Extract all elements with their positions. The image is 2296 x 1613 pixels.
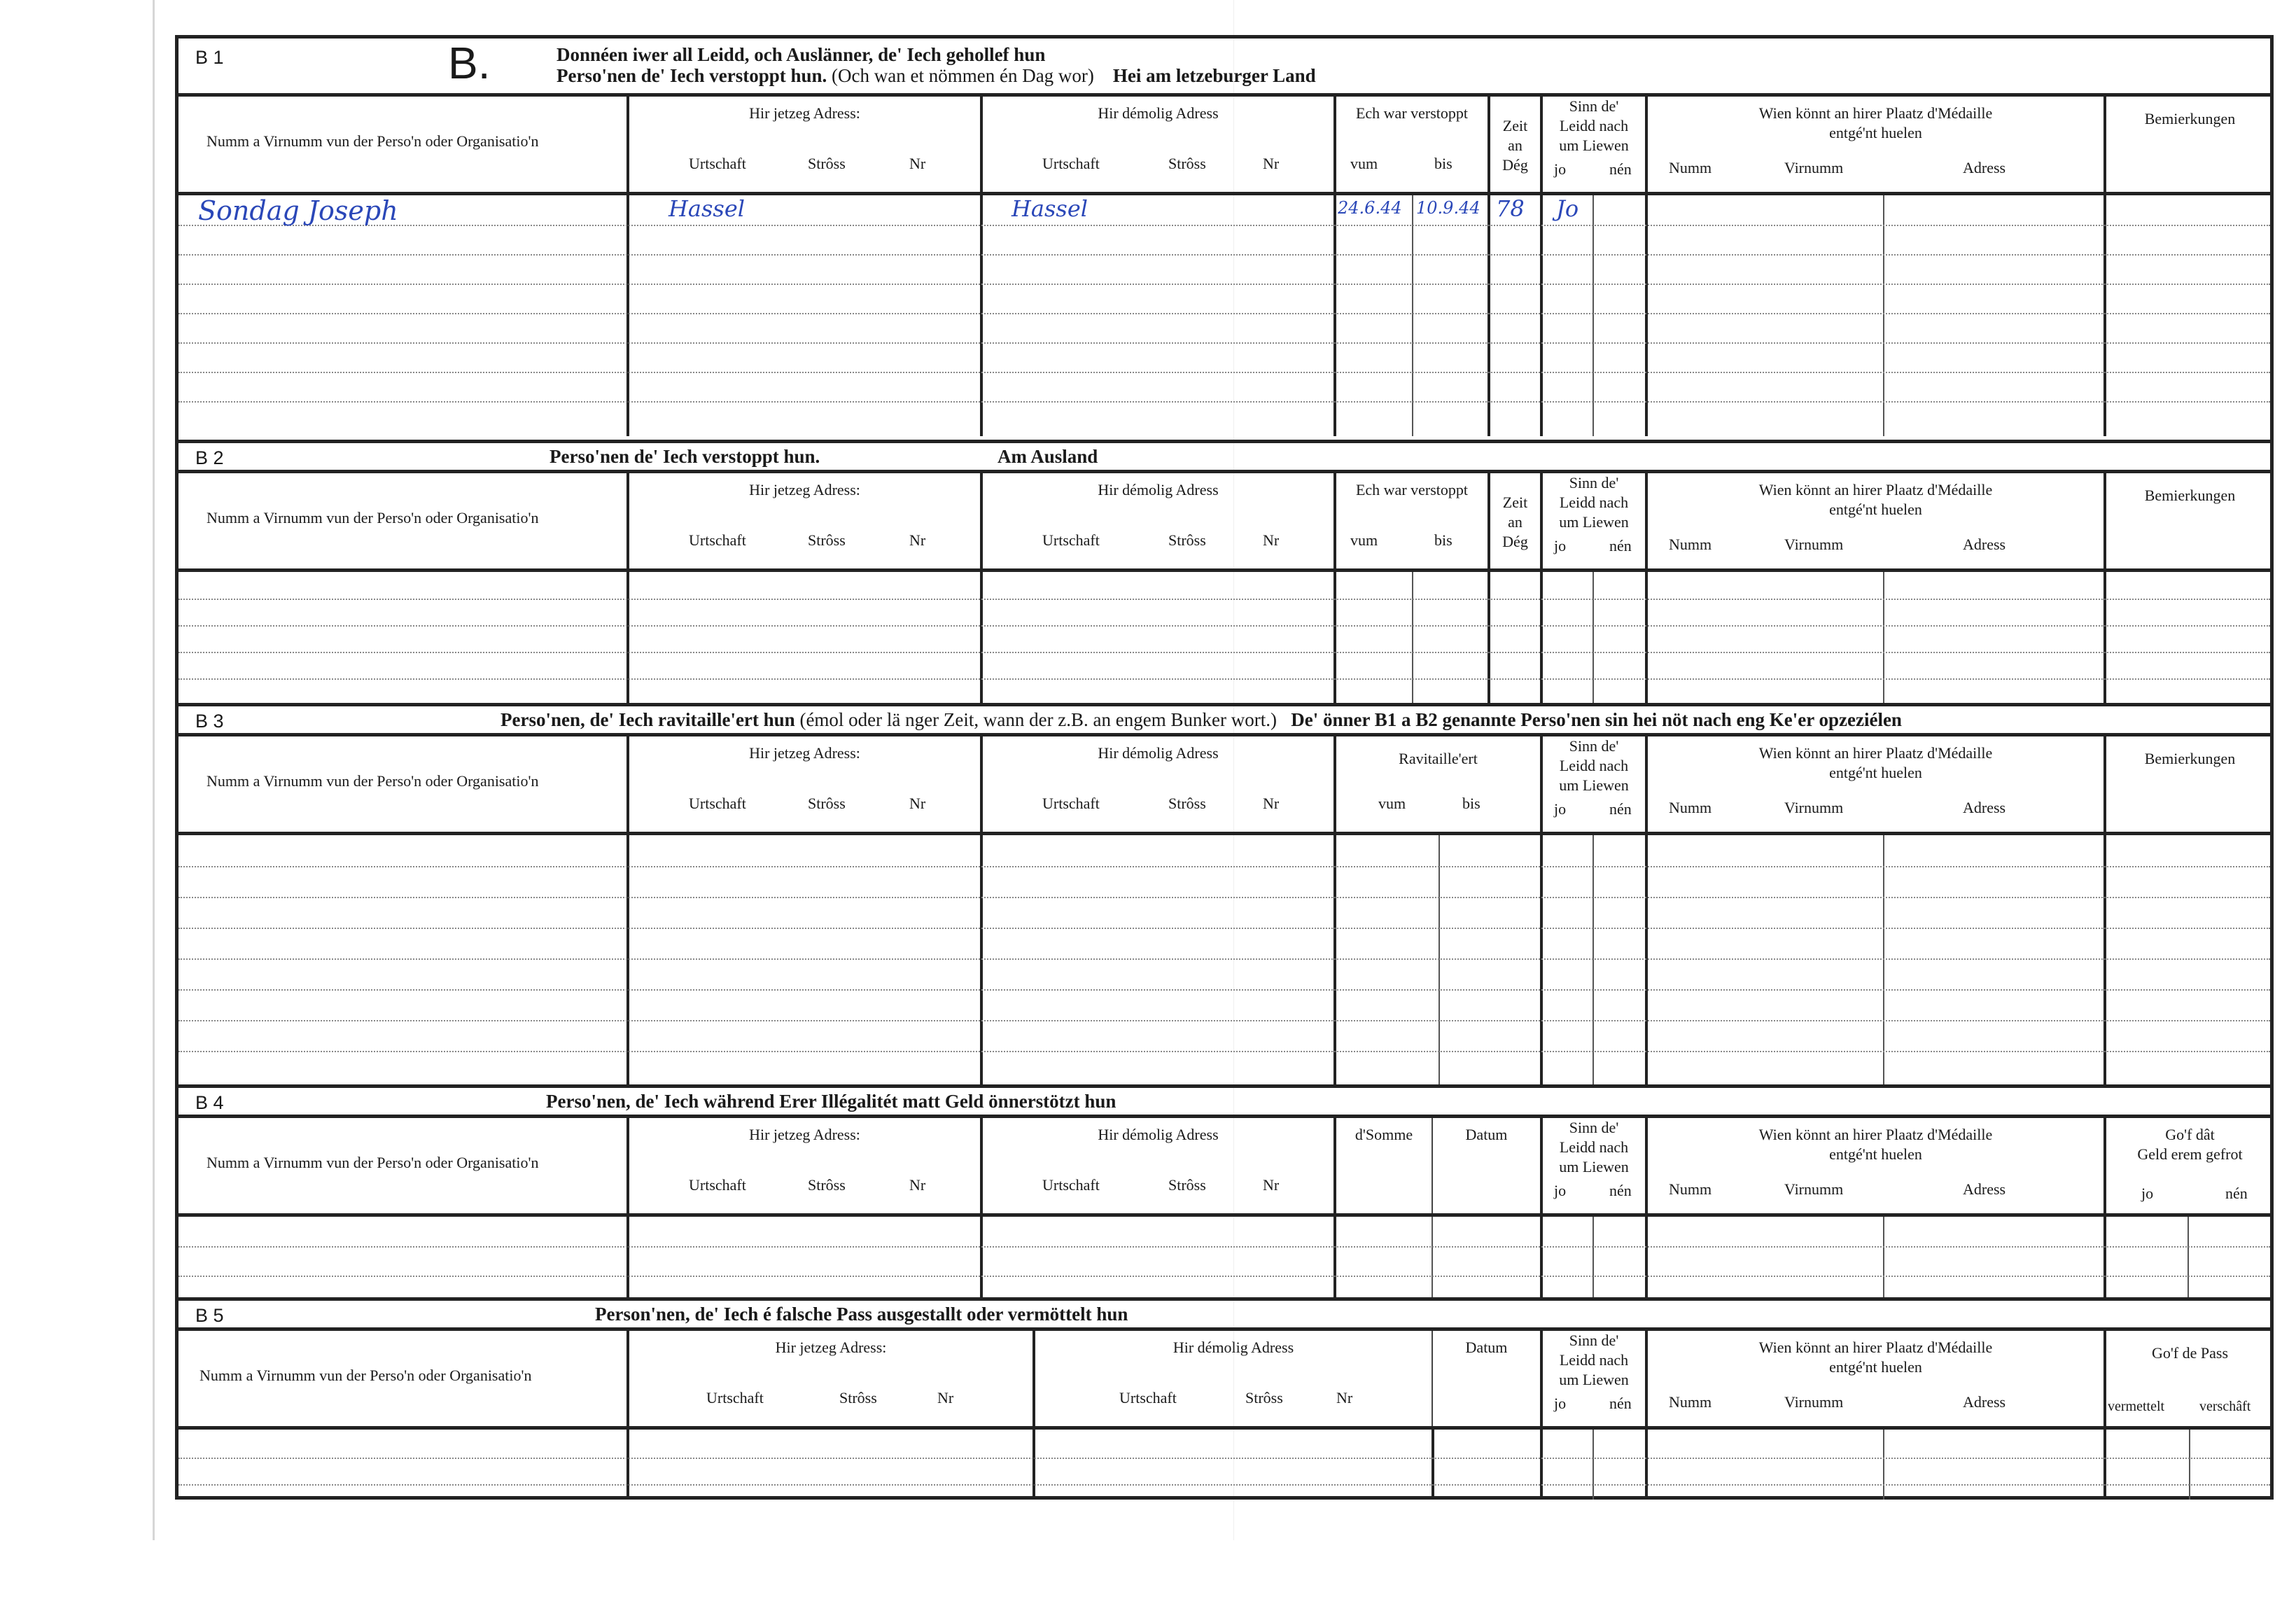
header-row (178, 470, 2270, 572)
money-header-2: Geld erem gefrot (2137, 1145, 2243, 1163)
current-address-header: Hir jetzeg Adress: (749, 104, 860, 122)
entry-former-town: Hassel (1011, 195, 1088, 222)
entry-days: 78 (1496, 195, 1525, 222)
alive-header-2: Leidd nach (1559, 757, 1629, 774)
yes-header: jo (1554, 1182, 1567, 1199)
current-address-col (626, 97, 980, 192)
supplied-col (1334, 736, 1540, 832)
time-col (1488, 473, 1540, 568)
medal-col (1645, 1118, 2104, 1213)
header-row (178, 1327, 2270, 1430)
sum-header: d'Somme (1354, 1126, 1413, 1143)
time-header-3: Dég (1502, 156, 1528, 174)
hidden-col (1334, 97, 1488, 192)
street-header: Strôss (808, 1176, 846, 1194)
no-header: nén (1609, 1395, 1632, 1412)
date-header: Datum (1465, 1126, 1508, 1143)
entry-to: 10.9.44 (1416, 198, 1480, 218)
section-title-place: Hei am letzeburger Land (1112, 65, 1316, 86)
yes-header: jo (1554, 1395, 1567, 1412)
entry-current-town: Hassel (668, 195, 745, 222)
remarks-header: Bemierkungen (2144, 487, 2236, 504)
street-header: Strôss (808, 155, 846, 172)
no-header: nén (1609, 800, 1632, 818)
current-address-header: Hir jetzeg Adress: (749, 744, 860, 762)
entry-from: 24.6.44 (1338, 198, 1402, 218)
medal-col (1645, 97, 2104, 192)
remarks-col (2104, 736, 2274, 832)
section-id: B 1 (195, 47, 224, 68)
section-title-note: (Och wan et nömmen én Dag wor) (832, 65, 1094, 86)
medal-col (1645, 473, 2104, 568)
medal-name-header: Numm (1669, 1180, 1712, 1198)
no-header: nén (1609, 1182, 1632, 1199)
time-col (1488, 97, 1540, 192)
medal-header-1: Wien könnt an hirer Plaatz d'Médaille (1758, 481, 1993, 498)
medal-header-2: entgé'nt huelen (1829, 1145, 1922, 1163)
medal-header-1: Wien könnt an hirer Plaatz d'Médaille (1758, 1126, 1993, 1143)
town-header: Urtschaft (1119, 1389, 1177, 1406)
former-address-col (980, 736, 1334, 832)
section-id: B 2 (195, 447, 224, 468)
former-address-col (1032, 1331, 1432, 1426)
header-row (178, 93, 2270, 195)
town-header: Urtschaft (689, 795, 746, 812)
town-header: Urtschaft (706, 1389, 764, 1406)
section-b5 (178, 1297, 2270, 1500)
alive-header-2: Leidd nach (1559, 117, 1629, 134)
section-title-main: Perso'nen de' Iech verstoppt hun. (556, 65, 827, 86)
time-header-3: Dég (1502, 533, 1528, 550)
street-header: Strôss (1245, 1389, 1283, 1406)
section-letter: B. (448, 38, 491, 88)
current-address-col (626, 1331, 1032, 1426)
time-header-2: an (1508, 513, 1522, 531)
section-title-line1: Donnéen iwer all Leidd, och Auslänner, de' Iech gehollef hun (556, 44, 1046, 65)
street-header: Strôss (1168, 531, 1206, 549)
alive-header-1: Sinn de' (1569, 1119, 1619, 1136)
form-sheet (175, 35, 2274, 1500)
town-header: Urtschaft (689, 1176, 746, 1194)
alive-col (1540, 97, 1645, 192)
to-header: bis (1462, 795, 1480, 812)
no-header: nén (2225, 1185, 2248, 1202)
date-header: Datum (1465, 1339, 1508, 1356)
hidden-header: Ech war verstoppt (1355, 104, 1469, 122)
col-name-header: Numm a Virnumm vun der Perso'n oder Organisatio'n (206, 1154, 539, 1171)
alive-header-1: Sinn de' (1569, 97, 1619, 115)
section-id: B 5 (195, 1305, 224, 1326)
former-address-header: Hir démolig Adress (1098, 744, 1219, 762)
nr-header: Nr (909, 795, 926, 812)
header-row (178, 733, 2270, 835)
former-address-header: Hir démolig Adress (1172, 1339, 1294, 1356)
hidden-header: Ech war verstoppt (1355, 481, 1469, 498)
nr-header: Nr (909, 1176, 926, 1194)
current-address-header: Hir jetzeg Adress: (749, 1126, 860, 1143)
section-b4 (178, 1084, 2270, 1297)
section-title (500, 709, 1902, 730)
no-header: nén (1609, 160, 1632, 178)
former-address-header: Hir démolig Adress (1098, 104, 1219, 122)
nr-header: Nr (909, 155, 926, 172)
medal-name-header: Numm (1669, 536, 1712, 553)
town-header: Urtschaft (1042, 1176, 1100, 1194)
pass-col (2104, 1331, 2274, 1426)
section-b2 (178, 440, 2270, 703)
medal-col (1645, 1331, 2104, 1426)
medal-header-1: Wien könnt an hirer Plaatz d'Médaille (1758, 744, 1993, 762)
alive-col (1540, 1331, 1645, 1426)
medal-name-header: Numm (1669, 1393, 1712, 1411)
alive-col (1540, 473, 1645, 568)
medal-address-header: Adress (1963, 799, 2006, 816)
medal-firstname-header: Virnumm (1784, 1393, 1844, 1411)
nr-header: Nr (1263, 155, 1280, 172)
no-header: nén (1609, 537, 1632, 554)
date-col (1432, 1331, 1540, 1426)
section-title-main: Perso'nen, de' Iech ravitaille'ert hun (500, 709, 795, 730)
former-address-col (980, 473, 1334, 568)
former-address-col (980, 97, 1334, 192)
medal-firstname-header: Virnumm (1784, 536, 1844, 553)
entry-area[interactable] (178, 835, 2270, 1084)
yes-header: jo (1554, 537, 1567, 554)
entry-alive: Jo (1556, 195, 1579, 222)
former-address-col (980, 1118, 1334, 1213)
yes-header: jo (1554, 160, 1567, 178)
entry-area[interactable] (178, 1430, 2270, 1500)
town-header: Urtschaft (689, 531, 746, 549)
section-id: B 3 (195, 711, 224, 732)
alive-header-3: um Liewen (1559, 1158, 1629, 1175)
town-header: Urtschaft (1042, 531, 1100, 549)
alive-header-1: Sinn de' (1569, 737, 1619, 755)
medal-address-header: Adress (1963, 536, 2006, 553)
medal-firstname-header: Virnumm (1784, 1180, 1844, 1198)
supplied-header: Ravitaille'ert (1399, 750, 1478, 767)
alive-header-3: um Liewen (1559, 137, 1629, 154)
alive-header-3: um Liewen (1559, 1371, 1629, 1388)
remarks-header: Bemierkungen (2144, 750, 2236, 767)
header-row (178, 1115, 2270, 1217)
nr-header: Nr (937, 1389, 954, 1406)
nr-header: Nr (1263, 1176, 1280, 1194)
section-title-note: (émol oder lä nger Zeit, wann der z.B. an engem Bunker wort.) (799, 709, 1277, 730)
section-title-place: Am Ausland (997, 446, 1098, 467)
nr-header: Nr (909, 531, 926, 549)
current-address-col (626, 736, 980, 832)
time-header: Zeit (1502, 117, 1528, 134)
street-header: Strôss (839, 1389, 877, 1406)
street-header: Strôss (808, 531, 846, 549)
section-b3 (178, 703, 2270, 1084)
section-title: Perso'nen de' Iech verstoppt hun. (550, 446, 820, 467)
medal-firstname-header: Virnumm (1784, 159, 1844, 176)
alive-header-2: Leidd nach (1559, 1138, 1629, 1156)
remarks-header: Bemierkungen (2144, 110, 2236, 127)
medal-header-2: entgé'nt huelen (1829, 764, 1922, 781)
entry-name: Sondag Joseph (198, 195, 398, 226)
medal-address-header: Adress (1963, 1180, 2006, 1198)
nr-header: Nr (1336, 1389, 1353, 1406)
money-header-1: Go'f dât (2165, 1126, 2215, 1143)
alive-col (1540, 1118, 1645, 1213)
sheet-edge (153, 0, 155, 1540)
date-col (1432, 1118, 1540, 1213)
section-title: Person'nen, de' Iech é falsche Pass ausgestallt oder vermöttelt hun (595, 1304, 1128, 1325)
medal-header-2: entgé'nt huelen (1829, 1358, 1922, 1376)
pass-header: Go'f de Pass (2151, 1344, 2229, 1362)
entry-area[interactable] (178, 572, 2270, 703)
col-name-header: Numm a Virnumm vun der Perso'n oder Organisatio'n (206, 132, 539, 150)
col-name-header: Numm a Virnumm vun der Perso'n oder Organisatio'n (206, 509, 539, 526)
to-header: bis (1434, 155, 1452, 172)
section-title-line2 (556, 65, 1316, 86)
alive-header-3: um Liewen (1559, 776, 1629, 794)
medal-header-2: entgé'nt huelen (1829, 124, 1922, 141)
nr-header: Nr (1263, 795, 1280, 812)
street-header: Strôss (1168, 795, 1206, 812)
to-header: bis (1434, 531, 1452, 549)
alive-header-1: Sinn de' (1569, 474, 1619, 491)
yes-header: jo (2141, 1185, 2154, 1202)
alive-header-2: Leidd nach (1559, 1351, 1629, 1369)
alive-header-2: Leidd nach (1559, 494, 1629, 511)
alive-header-3: um Liewen (1559, 513, 1629, 531)
procured-header: verschâft (2199, 1399, 2251, 1414)
col-name-header: Numm a Virnumm vun der Perso'n oder Organisatio'n (206, 772, 539, 790)
nr-header: Nr (1263, 531, 1280, 549)
medal-header-1: Wien könnt an hirer Plaatz d'Médaille (1758, 104, 1993, 122)
sum-col (1334, 1118, 1432, 1213)
medal-header-2: entgé'nt huelen (1829, 501, 1922, 518)
current-address-col (626, 473, 980, 568)
col-name-header: Numm a Virnumm vun der Perso'n oder Organisatio'n (200, 1367, 532, 1384)
street-header: Strôss (1168, 1176, 1206, 1194)
medal-address-header: Adress (1963, 159, 2006, 176)
town-header: Urtschaft (1042, 155, 1100, 172)
yes-header: jo (1554, 800, 1567, 818)
from-header: vum (1378, 795, 1406, 812)
entry-area[interactable] (178, 195, 2270, 436)
street-header: Strôss (808, 795, 846, 812)
arranged-header: vermettelt (2108, 1399, 2165, 1414)
town-header: Urtschaft (1042, 795, 1100, 812)
former-address-header: Hir démolig Adress (1098, 481, 1219, 498)
medal-header-1: Wien könnt an hirer Plaatz d'Médaille (1758, 1339, 1993, 1356)
time-header-2: an (1508, 137, 1522, 154)
current-address-header: Hir jetzeg Adress: (775, 1339, 887, 1356)
from-header: vum (1350, 155, 1378, 172)
section-title-extra: De' önner B1 a B2 genannte Perso'nen sin hei nöt nach eng Ke'er opzeziélen (1291, 709, 1902, 730)
medal-address-header: Adress (1963, 1393, 2006, 1411)
alive-header-1: Sinn de' (1569, 1332, 1619, 1349)
street-header: Strôss (1168, 155, 1206, 172)
section-id: B 4 (195, 1092, 224, 1113)
section-title: Perso'nen, de' Iech während Erer Illégalitét matt Geld önnerstötzt hun (546, 1091, 1116, 1112)
medal-firstname-header: Virnumm (1784, 799, 1844, 816)
hidden-col (1334, 473, 1488, 568)
money-col (2104, 1118, 2274, 1213)
from-header: vum (1350, 531, 1378, 549)
entry-area[interactable] (178, 1217, 2270, 1297)
current-address-col (626, 1118, 980, 1213)
remarks-col (2104, 473, 2274, 568)
former-address-header: Hir démolig Adress (1098, 1126, 1219, 1143)
section-b1 (178, 39, 2270, 440)
current-address-header: Hir jetzeg Adress: (749, 481, 860, 498)
town-header: Urtschaft (689, 155, 746, 172)
time-header: Zeit (1502, 494, 1528, 511)
medal-col (1645, 736, 2104, 832)
alive-col (1540, 736, 1645, 832)
remarks-col (2104, 97, 2274, 192)
medal-name-header: Numm (1669, 799, 1712, 816)
medal-name-header: Numm (1669, 159, 1712, 176)
